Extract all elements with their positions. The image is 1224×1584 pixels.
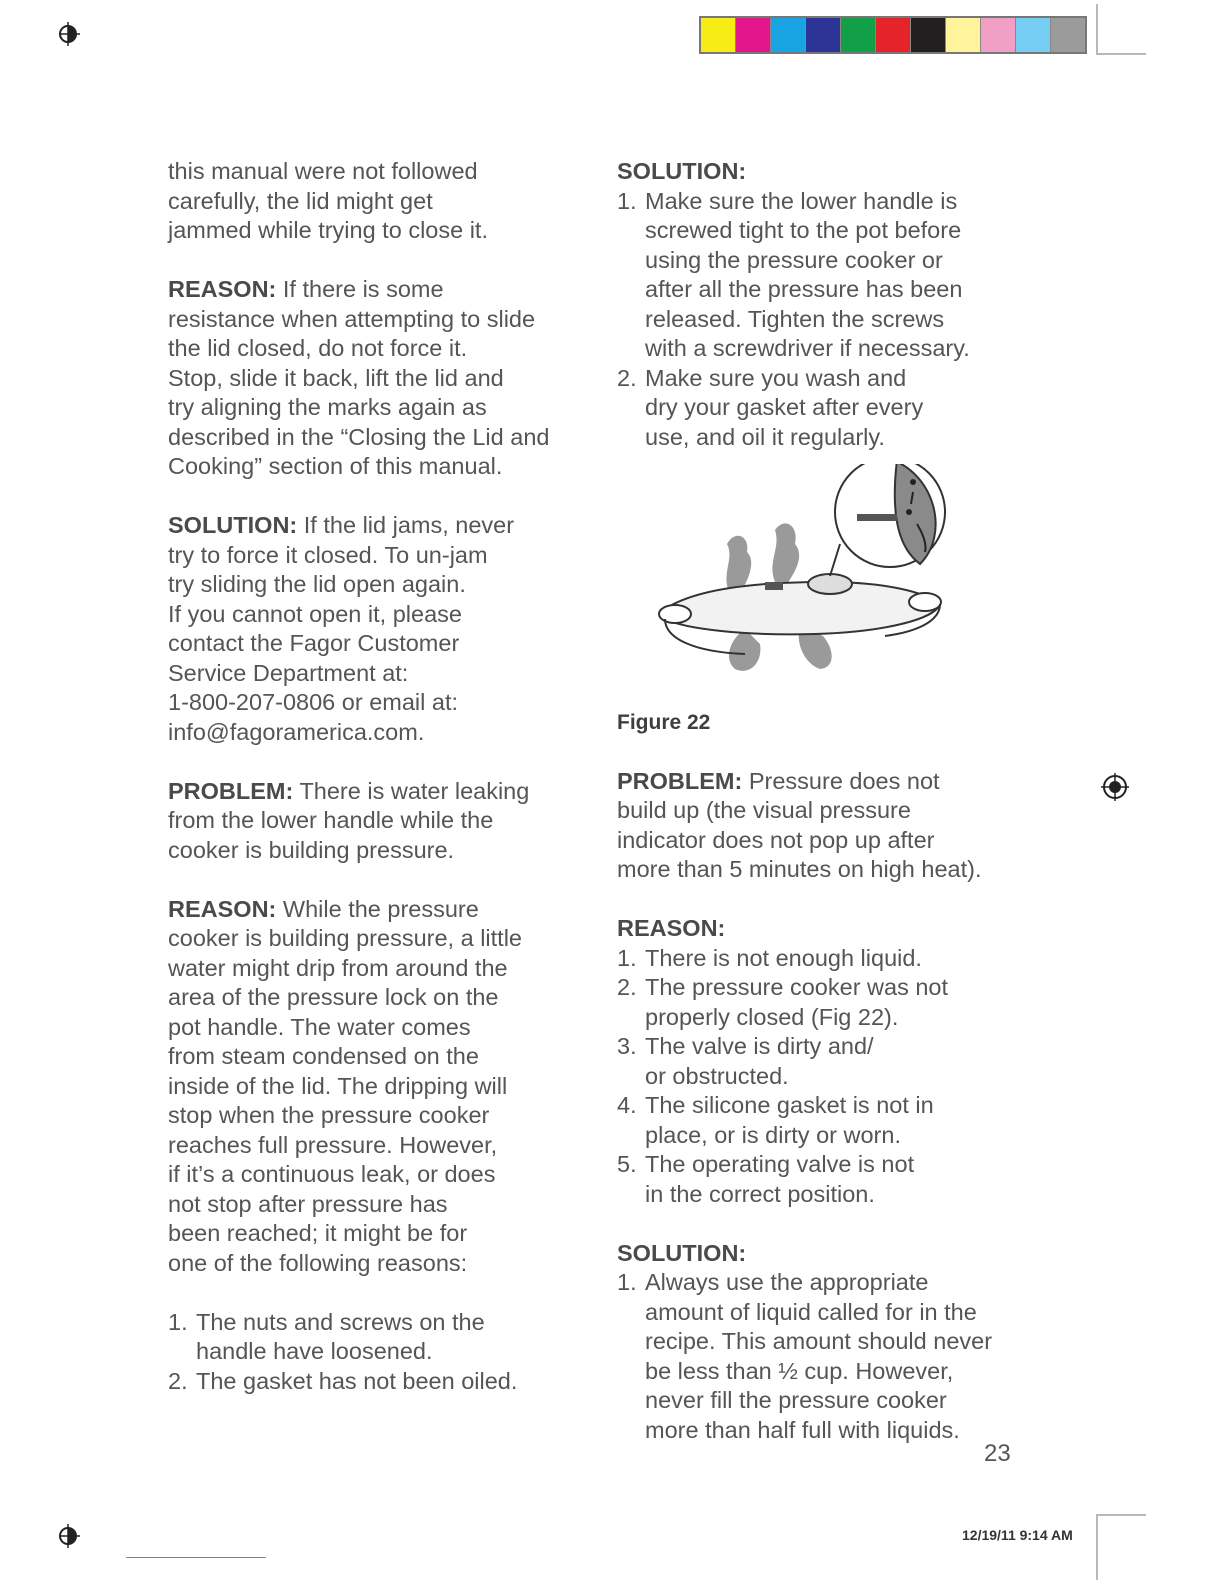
phone-number: 1-800-207-0806 or email at:	[168, 689, 459, 715]
crop-mark	[1096, 4, 1098, 54]
color-swatch	[1051, 18, 1085, 52]
reason-paragraph: REASON: If there is some resistance when attempting to slide the lid closed, do not force it. Stop, slide it back, lift the lid and try aligning the marks again as described in the “Closing the Lid and Cooking” section of this manual.	[168, 276, 550, 479]
list-item: 1. Make sure the lower handle is screwed tight to the pot before using the pressure cooker or after all the pressure has been released. Tighten the screws with a screwdriver if necessary.	[617, 187, 970, 361]
color-swatch	[841, 18, 876, 52]
figure-caption: Figure 22	[617, 710, 711, 734]
color-swatch	[911, 18, 946, 52]
registration-mark-top-left-icon	[58, 20, 82, 48]
list-item: 2. The gasket has not been oiled.	[168, 1367, 518, 1394]
list-item: 1. Always use the appropriate amount of liquid called for in the recipe. This amount should never be less than ½ cup. However, never fill the pressure cooker more than half full with liquids.	[617, 1269, 993, 1443]
crop-mark	[1096, 1514, 1146, 1516]
list-item: 3. The valve is dirty and/ or obstructed.	[617, 1033, 874, 1089]
solution-label: SOLUTION:	[168, 512, 298, 538]
crop-mark	[1096, 53, 1146, 55]
color-swatch	[981, 18, 1016, 52]
problem-paragraph: PROBLEM: There is water leaking from the lower handle while the cooker is building pressure.	[168, 777, 530, 863]
intro-paragraph: this manual were not followed carefully, the lid might get jammed while trying to close it.	[168, 158, 488, 243]
registration-mark-bottom-left-icon	[58, 1522, 82, 1550]
reason-label: REASON:	[168, 276, 277, 302]
pressure-cooker-illustration	[635, 464, 965, 694]
print-date-stamp: 12/19/11 9:14 AM	[962, 1527, 1073, 1543]
list-item: 2. Make sure you wash and dry your gasket after every use, and oil it regularly.	[617, 364, 924, 450]
registration-mark-right-icon	[1100, 772, 1130, 802]
right-column	[617, 157, 1017, 1445]
left-column	[168, 157, 588, 1396]
color-swatch	[736, 18, 771, 52]
link-underline	[126, 1557, 266, 1558]
list-item: 1. The nuts and screws on the handle have loosened.	[168, 1308, 485, 1364]
color-swatch	[876, 18, 911, 52]
list-item: 4. The silicone gasket is not in place, or is dirty or worn.	[617, 1092, 934, 1148]
steam-puff-icon	[772, 523, 799, 584]
color-calibration-bar	[699, 16, 1087, 54]
reason-paragraph: REASON: While the pressure cooker is building pressure, a little water might drip from around the area of the pressure lock on the pot handle. The water comes from steam condensed on the inside of the lid. The dripping will stop when the pressure cooker reaches full pressure. However, if it’s a continuous leak, or does not stop after pressure has been reached; it might be for one of the following reasons:	[168, 895, 522, 1276]
list-item: 1. There is not enough liquid.	[617, 944, 922, 971]
color-swatch	[806, 18, 841, 52]
solution-heading: SOLUTION:	[617, 1239, 747, 1266]
problem-paragraph: PROBLEM: Pressure does not build up (the visual pressure indicator does not pop up after more than 5 minutes on high heat).	[617, 767, 982, 882]
reason-heading: REASON:	[617, 915, 726, 941]
color-swatch	[771, 18, 806, 52]
color-swatch	[1016, 18, 1051, 52]
solution-heading: SOLUTION:	[617, 158, 747, 184]
problem-label: PROBLEM:	[617, 767, 743, 794]
crop-mark	[1096, 1514, 1098, 1580]
list-item: 5. The operating valve is not in the correct position.	[617, 1151, 915, 1207]
solution-paragraph: SOLUTION: If the lid jams, never try to force it closed. To un-jam try sliding the lid open again. If you cannot open it, please contact the Fagor Customer Service Department at: 1-800-207-0806 or email at: info@fagoramerica.com.	[168, 512, 515, 745]
color-swatch	[701, 18, 736, 52]
list-item: 2. The pressure cooker was not properly closed (Fig 22).	[617, 974, 949, 1030]
color-swatch	[946, 18, 981, 52]
page-number: 23	[984, 1440, 1011, 1467]
steam-puff-icon	[729, 629, 761, 671]
problem-label: PROBLEM:	[168, 777, 294, 804]
email-address: info@fagoramerica.com.	[168, 718, 425, 745]
reason-label: REASON:	[168, 895, 277, 922]
